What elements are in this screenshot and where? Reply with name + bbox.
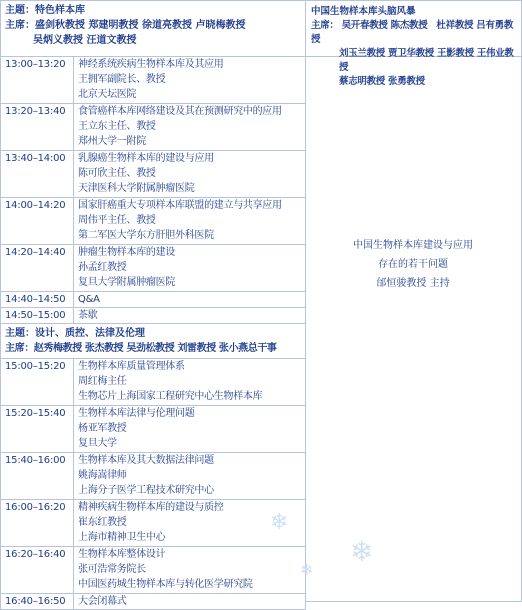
brainstorm-topic: 中国生物样本库建设与应用 [353,240,473,251]
talk-title: 国家肝癌重大专项样本库联盟的建立与共享应用 [78,200,282,211]
schedule-row [1,57,306,104]
time-slot: 13:20–13:40 [1,104,74,151]
speaker-affiliation: 郑州大学一附院 [78,136,146,147]
talk-title: 生物样本库法律与伦理问题 [78,408,195,419]
talk-title: 精神疾病生物样本库的建设与质控 [78,502,224,513]
schedule-row [1,406,306,453]
session-hosts: 主席：赵秀梅教授 张杰教授 吴劲松教授 刘雷教授 张小燕总干事 [5,343,277,354]
time-slot: 15:20–15:40 [1,406,74,453]
speaker-name: 崔东红教授 [78,517,127,528]
time-slot: 15:40–16:00 [1,453,74,500]
schedule-row [1,308,306,324]
snowflake-decoration-icon: ❄ [270,510,289,535]
schedule-row [1,547,306,594]
snowflake-decoration-icon: ❄ [300,560,314,579]
schedule-row [1,198,306,245]
talk-title: 食管癌样本库网络建设及其在预测研究中的应用 [78,106,282,117]
schedule-row [1,359,306,406]
speaker-affiliation: 第二军医大学东方肝胆外科医院 [78,230,214,241]
speaker-affiliation: 上海分子医学工程技术研究中心 [78,485,214,496]
session-topic: 主题：特色样本库 [5,5,85,16]
speaker-name: 周伟平主任、教授 [78,215,156,226]
brainstorm-hosts-2: 刘玉兰教授 贾卫华教授 王影教授 王伟业教授 [339,48,514,73]
talk-title: 大会闭幕式 [78,596,127,607]
schedule-row [1,151,306,198]
time-slot: 14:00–14:20 [1,198,74,245]
talk-title: 茶歇 [78,310,98,321]
speaker-affiliation: 上海市精神卫生中心 [78,532,166,543]
speaker-affiliation: 中国医药城生物样本库与转化医学研究院 [78,579,253,590]
schedule-row [1,245,306,292]
speaker-name: 周红梅主任 [78,376,127,387]
brainstorm-hosts-3: 蔡志明教授 张勇教授 [339,76,425,87]
talk-title: 生物样本库整体设计 [78,549,166,560]
schedule-row [1,104,306,151]
brainstorm-hosts-1: 主席： 吴开春教授 陈杰教授 杜祥教授 吕有勇教授 [311,20,514,45]
time-slot: 14:40–14:50 [1,292,74,308]
session-topic: 主题：设计、质控、法律及伦理 [5,328,145,339]
speaker-affiliation: 复旦大学 [78,438,117,449]
brainstorm-body [305,236,521,293]
speaker-affiliation: 天津医科大学附属肿瘤医院 [78,183,195,194]
talk-details [74,245,306,292]
talk-title: Q&A [78,294,100,305]
brainstorm-moderator: 邰恒骏教授 主持 [376,278,450,289]
speaker-name: 张可浩常务院长 [78,564,146,575]
speaker-name: 杨亚军教授 [78,423,127,434]
speaker-affiliation: 北京天坛医院 [78,89,137,100]
talk-details [74,198,306,245]
speaker-affiliation: 生物芯片上海国家工程研究中心生物样本库 [78,391,263,402]
schedule-row [1,292,306,308]
time-slot: 16:00–16:20 [1,500,74,547]
time-slot: 14:50–15:00 [1,308,74,324]
talk-details [74,292,306,308]
speaker-name: 陈可欣主任、教授 [78,168,156,179]
talk-title: 肿瘤生物样本库的建设 [78,247,175,258]
time-slot: 13:00–13:20 [1,57,74,104]
snowflake-decoration-icon: ❄ [350,535,374,568]
speaker-name: 孙孟红教授 [78,262,127,273]
session-header [1,1,306,57]
time-slot: 15:00–15:20 [1,359,74,406]
talk-details [74,359,306,406]
talk-details [74,453,306,500]
brainstorm-header [305,1,521,87]
talk-details [74,406,306,453]
brainstorm-panel [305,0,522,602]
schedule-row [1,453,306,500]
session-hosts-cont: 吴炳义教授 汪道文教授 [33,35,137,46]
talk-details [74,57,306,104]
talk-title: 神经系统疾病生物样本库及其应用 [78,59,224,70]
session-header [1,324,306,359]
speaker-affiliation: 复旦大学附属肿瘤医院 [78,277,175,288]
session-hosts: 主席：盛剑秋教授 郑建明教授 徐道亮教授 卢晓梅教授 [5,20,246,31]
talk-details [74,151,306,198]
speaker-name: 王立东主任、教授 [78,121,156,132]
talk-details [74,547,306,594]
brainstorm-topic-cont: 存在的若干问题 [378,259,448,270]
schedule-row [1,500,306,547]
talk-title: 乳腺癌生物样本库的建设与应用 [78,153,214,164]
time-slot: 13:40–14:00 [1,151,74,198]
brainstorm-title: 中国生物样本库头脑风暴 [311,6,416,17]
speaker-name: 姚海嵩律师 [78,470,127,481]
speaker-name: 王拥军副院长、教授 [78,74,166,85]
time-slot: 16:20–16:40 [1,547,74,594]
talk-details [74,308,306,324]
time-slot: 16:40–16:50 [1,594,74,610]
talk-details [74,104,306,151]
talk-title: 生物样本库及其大数据法律问题 [78,455,214,466]
talk-title: 生物样本库质量管理体系 [78,361,185,372]
time-slot: 14:20–14:40 [1,245,74,292]
